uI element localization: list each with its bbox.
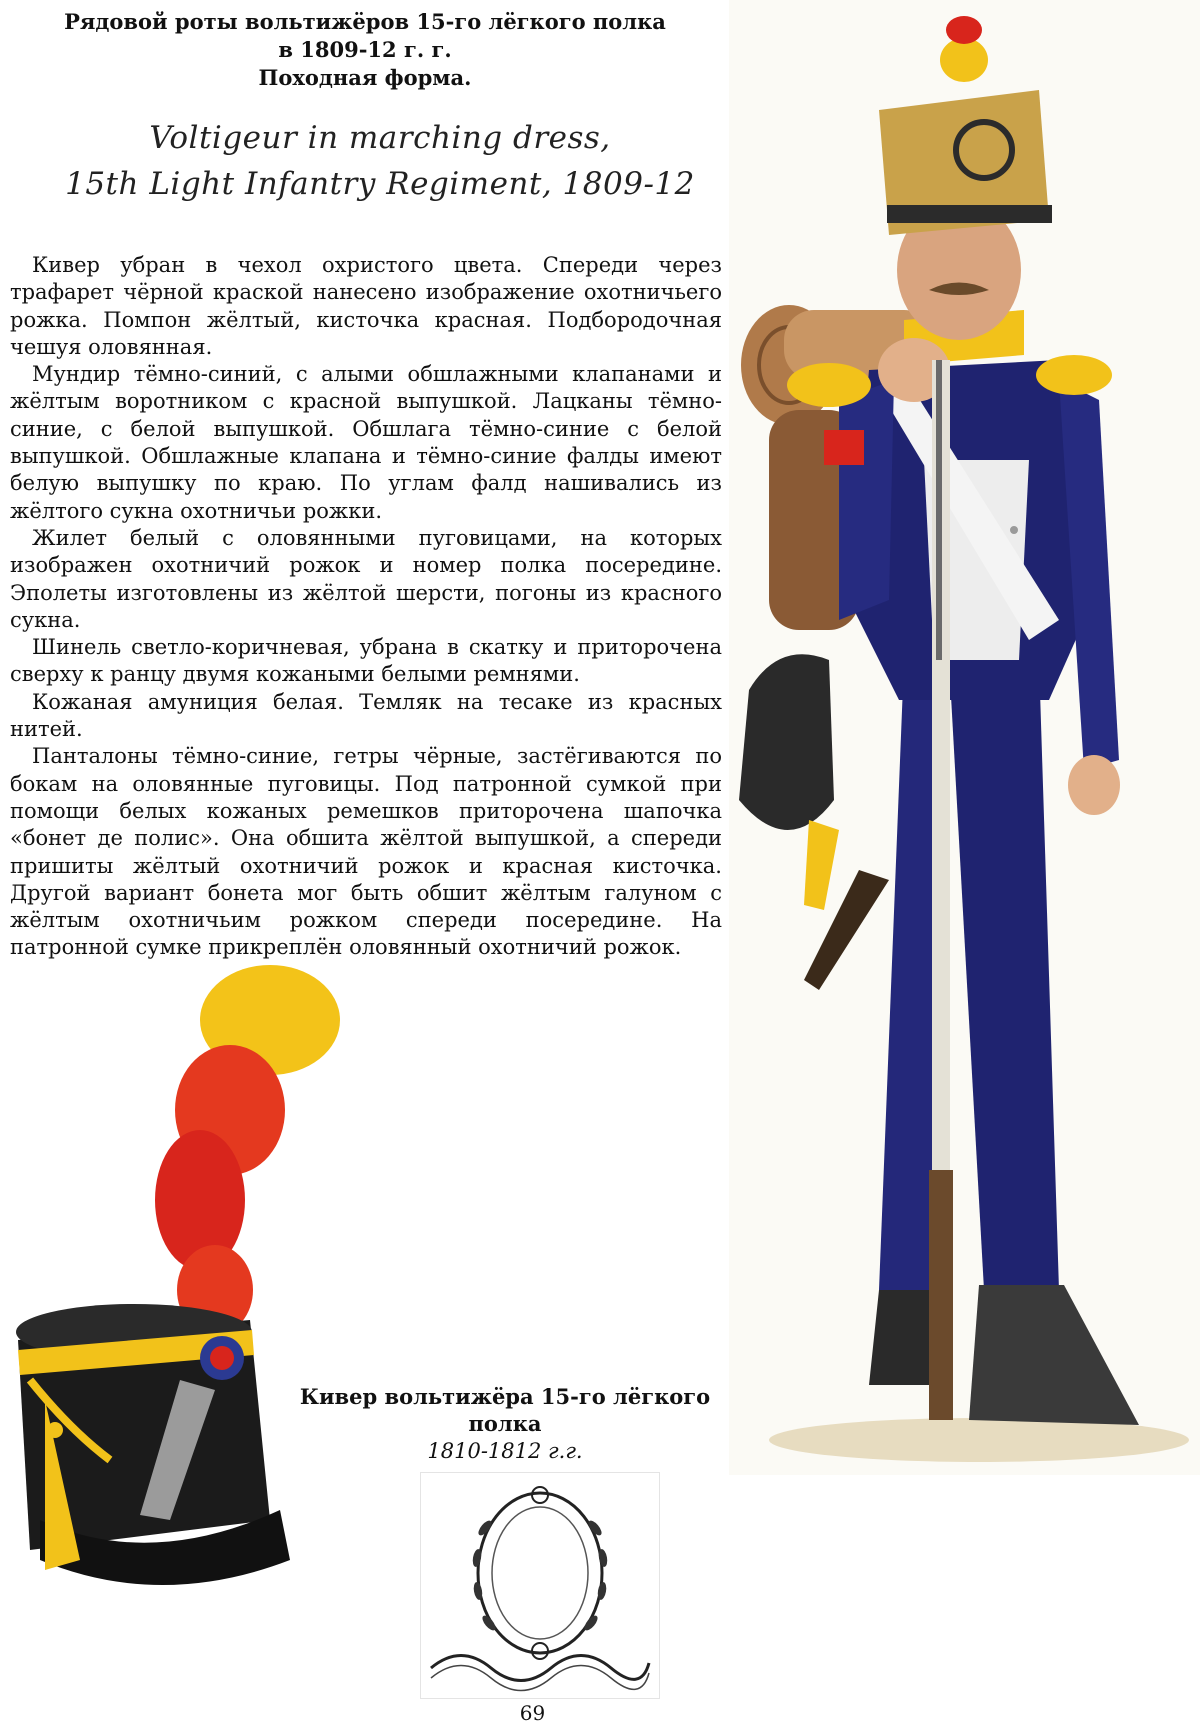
page-number: 69 [519,1701,546,1725]
shako-caption [290,1383,720,1465]
heading-line-1: Рядовой роты вольтижёров 15-го лёгкого полка [64,9,666,34]
heading-line-2: в 1809-12 г. г. [278,37,452,62]
paragraph-greatcoat: Шинель светло-коричневая, убрана в скатку и приторочена сверху к ранцу двумя кожаными белыми ремнями. [10,635,722,687]
paragraph-trousers: Панталоны тёмно-синие, гетры чёрные, застёгиваются по бокам на оловянные пуговицы. Под патронной сумкой при помощи белых кожаных ремешков приторочена шапочка «бонет де полис». Она обшита жёлтой выпушкой, а спереди пришиты жёлтый охотничий рожок и красная кисточка. Другой вариант бонета мог быть обшит жёлтым галуном с жёлтым охотничьим рожком спереди посередине. На патронной сумке прикреплён оловянный охотничий рожок. [10,744,722,960]
shako-photo [0,960,392,1620]
wreath-drawing [420,1472,660,1699]
page-heading [10,8,720,92]
subtitle-line-2: 15th Light Infantry Regiment, 1809-12 [65,166,695,202]
paragraph-shako: Кивер убран в чехол охристого цвета. Спереди через трафарет чёрной краской нанесено изображение охотничьего рожка. Помпон жёлтый, кисточка красная. Подбородочная чешуя оловянная. [10,253,722,359]
soldier-illustration [729,0,1200,1475]
heading-line-3: Походная форма. [258,65,472,90]
description-text [10,252,722,962]
caption-title-line-1: Кивер вольтижёра 15-го лёгкого [299,1384,711,1409]
paragraph-coat: Мундир тёмно-синий, с алыми обшлажными клапанами и жёлтым воротником с красной выпушкой. Лацканы тёмно-синие, с белой выпушкой. Обшлага тёмно-синие с белой выпушкой. Обшлажные клапана и тёмно-синие фалды имеют белую выпушку по краю. По углам фалд нашивались из жёлтого сукна охотничьи рожки. [10,362,722,523]
paragraph-waistcoat: Жилет белый с оловянными пуговицами, на которых изображен охотничий рожок и номер полка посередине. Эполеты изготовлены из жёлтой шерсти, погоны из красного сукна. [10,525,722,632]
english-subtitle [40,115,720,207]
caption-title-line-2: полка [468,1411,542,1436]
paragraph-leather: Кожаная амуниция белая. Темляк на тесаке из красных нитей. [10,689,722,742]
subtitle-line-1: Voltigeur in marching dress, [149,120,611,156]
caption-years: 1810-1812 г.г. [427,1439,583,1463]
